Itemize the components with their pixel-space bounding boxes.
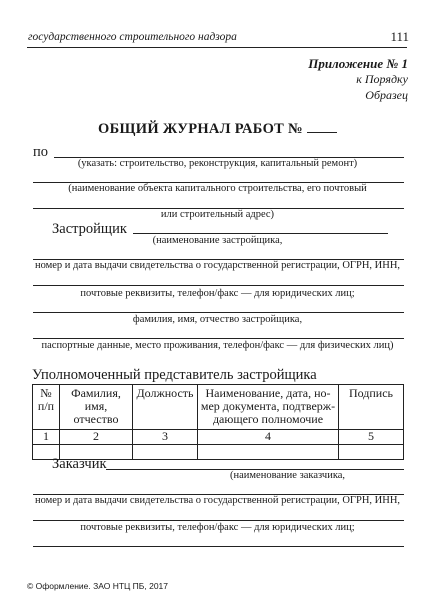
document-title — [0, 121, 435, 138]
header-line: Подпись — [348, 386, 394, 400]
col-position-header — [133, 385, 198, 430]
table-cell: 4 — [198, 430, 339, 445]
header-line: № — [40, 386, 52, 400]
customer-caption-3: почтовые реквизиты, телефон/факс — для юридических лиц; — [80, 522, 355, 533]
running-header-title: государственного строительного надзора — [28, 31, 237, 43]
table-cell: 2 — [60, 430, 133, 445]
developer-caption-1: (наименование застройщика, — [152, 235, 283, 246]
header-rule — [27, 47, 407, 48]
header-line: Должность — [136, 386, 194, 400]
developer-field-line[interactable] — [133, 233, 388, 234]
developer-caption-2: номер и дата выдачи свидетельства о государственной регистрации, ОГРН, ИНН, — [34, 260, 401, 271]
col-signature-header — [339, 385, 404, 430]
developer-caption-5: паспортные данные, место проживания, телефон/факс — для физических лиц) — [41, 340, 394, 351]
developer-caption-3: почтовые реквизиты, телефон/факс — для юридических лиц; — [80, 288, 355, 299]
representative-table — [32, 384, 404, 460]
table-cell: 5 — [339, 430, 404, 445]
developer-field-line-3[interactable] — [33, 285, 404, 286]
appendix-title: Приложение № 1 — [308, 56, 408, 71]
copyright-footer: © Оформление. ЗАО НТЦ ПБ, 2017 — [27, 581, 168, 591]
table-cell[interactable] — [133, 445, 198, 460]
developer-caption-4: фамилия, имя, отчество застройщика, — [132, 314, 303, 325]
header-line: Фамилия, — [71, 386, 121, 400]
table-cell: 1 — [33, 430, 60, 445]
journal-number-blank[interactable] — [307, 121, 337, 133]
po-label: по — [33, 144, 49, 160]
col-document-header — [198, 385, 339, 430]
table-cell[interactable] — [339, 445, 404, 460]
page-number: 111 — [390, 29, 409, 44]
header-line: п/п — [37, 399, 55, 413]
representative-heading: Уполномоченный представитель застройщика — [32, 367, 317, 383]
col-number-header — [33, 385, 60, 430]
po-caption: (указать: строительство, реконструкция, капитальный ремонт) — [77, 158, 358, 169]
customer-caption-1: (наименование заказчика, — [230, 470, 346, 481]
appendix-reference: к Порядку — [356, 72, 408, 86]
developer-field-line-5[interactable] — [33, 338, 404, 339]
header-line: имя, отчество — [73, 399, 119, 426]
customer-caption-2: номер и дата выдачи свидетельства о государственной регистрации, ОГРН, ИНН, — [34, 495, 401, 506]
col-name-header — [60, 385, 133, 430]
document-title-text: ОБЩИЙ ЖУРНАЛ РАБОТ № — [98, 121, 303, 137]
appendix-sample-label: Образец — [365, 88, 408, 102]
customer-field-line-4[interactable] — [33, 546, 404, 547]
customer-label: Заказчик — [52, 456, 107, 472]
table-cell: 3 — [133, 430, 198, 445]
header-line: дающего полномочие — [212, 412, 324, 426]
table-number-row — [33, 430, 404, 445]
table-cell[interactable] — [198, 445, 339, 460]
object-caption-2: или строительный адрес) — [160, 209, 275, 220]
header-line: мер документа, подтверж- — [200, 399, 336, 413]
developer-field-line-4[interactable] — [33, 312, 404, 313]
table-header-row — [33, 385, 404, 430]
object-caption-1: (наименование объекта капитального строительства, его почтовый — [68, 183, 367, 194]
developer-label: Застройщик — [52, 221, 127, 237]
header-line: Наименование, дата, но- — [205, 386, 331, 400]
customer-field-line-3[interactable] — [33, 520, 404, 521]
